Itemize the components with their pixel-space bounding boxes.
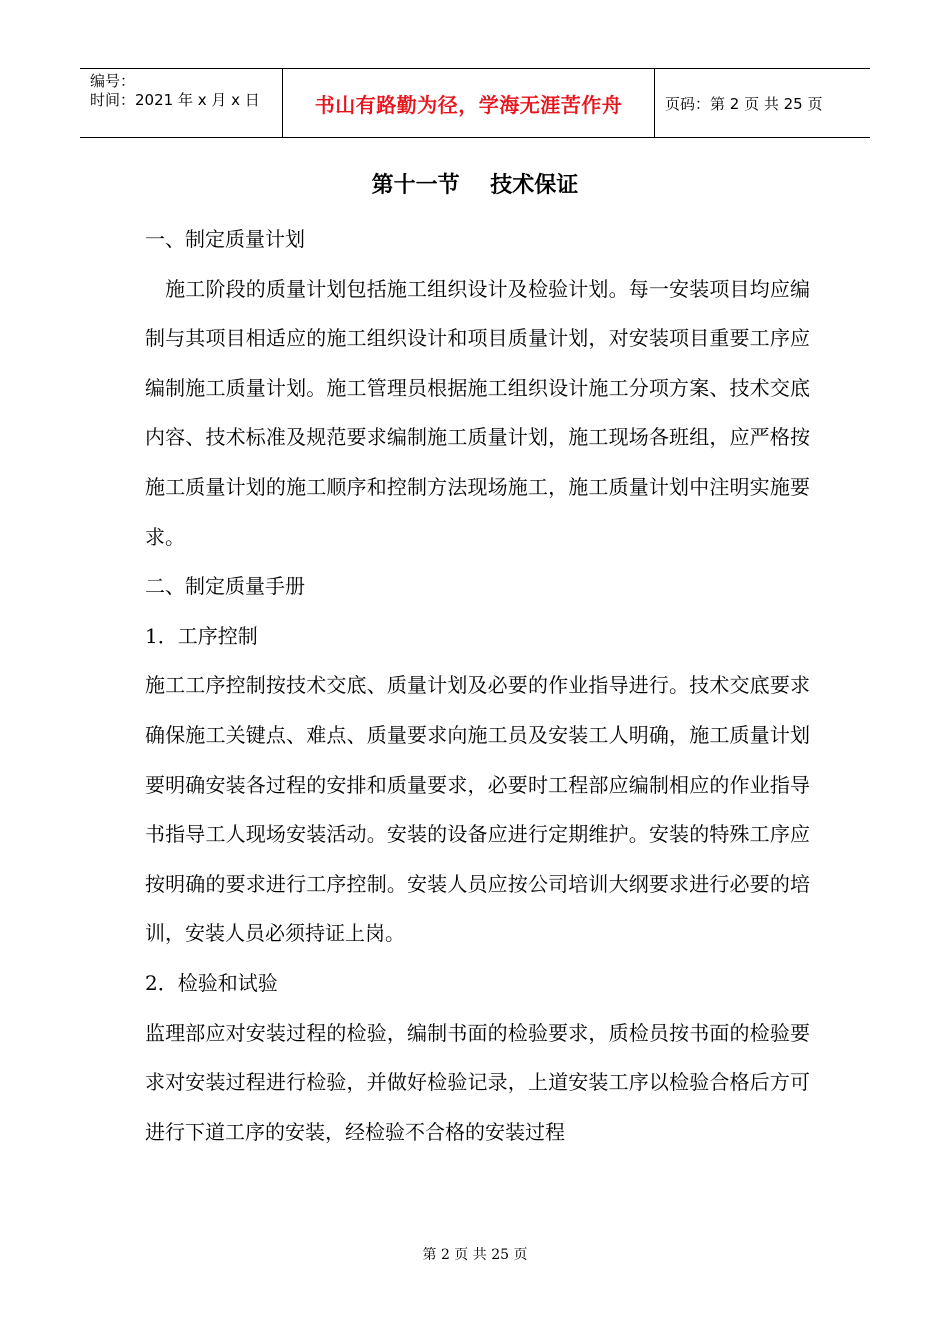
document-date-label: 时间：2021 年 x 月 x 日 (90, 91, 260, 109)
section-heading-quality-manual: 二、制定质量手册 (145, 574, 305, 599)
header-table (80, 68, 870, 138)
document-number-label: 编号： (90, 72, 136, 90)
page-footer: 第 2 页 共 25 页 (422, 1247, 528, 1263)
subsection-heading-process-control: 1．工序控制 (145, 623, 258, 648)
subsection-heading-inspection: 2．检验和试验 (145, 970, 278, 995)
header-motto: 书山有路勤为径，学海无涯苦作舟 (314, 92, 623, 117)
header-page-info: 页码：第 2 页 共 25 页 (665, 94, 823, 113)
header-meta-cell (80, 69, 283, 137)
header-page-cell (655, 69, 870, 137)
section-heading-quality-plan: 一、制定质量计划 (145, 227, 305, 251)
paragraph-process-control: 施工工序控制按技术交底、质量计划及必要的作业指导进行。技术交底要求确保施工关键点、难点、质量要求向施工员及安装工人明确，施工质量计划要明确安装各过程的安排和质量要求，必要时工程部应编制相应的作业指导书指导工人现场安装活动。安装的设备应进行定期维护。安装的特殊工序应按明确的要求进行工序控制。安装人员应按公司培训大纲要求进行必要的培训，安装人员必须持证上岗。 (145, 673, 810, 946)
paragraph-inspection: 监理部应对安装过程的检验，编制书面的检验要求，质检员按书面的检验要求对安装过程进行检验，并做好检验记录，上道安装工序以检验合格后方可进行下道工序的安装，经检验不合格的安装过程 (145, 1020, 810, 1144)
header-motto-cell (283, 69, 655, 137)
paragraph-quality-plan: 施工阶段的质量计划包括施工组织设计及检验计划。每一安装项目均应编制与其项目相适应的施工组织设计和项目质量计划，对安装项目重要工序应编制施工质量计划。施工管理员根据施工组织设计施工分项方案、技术交底内容、技术标准及规范要求编制施工质量计划，施工现场各班组，应严格按施工质量计划的施工顺序和控制方法现场施工，施工质量计划中注明实施要求。 (145, 276, 810, 549)
document-body (145, 215, 810, 1157)
section-title: 第十一节 技术保证 (371, 173, 579, 198)
